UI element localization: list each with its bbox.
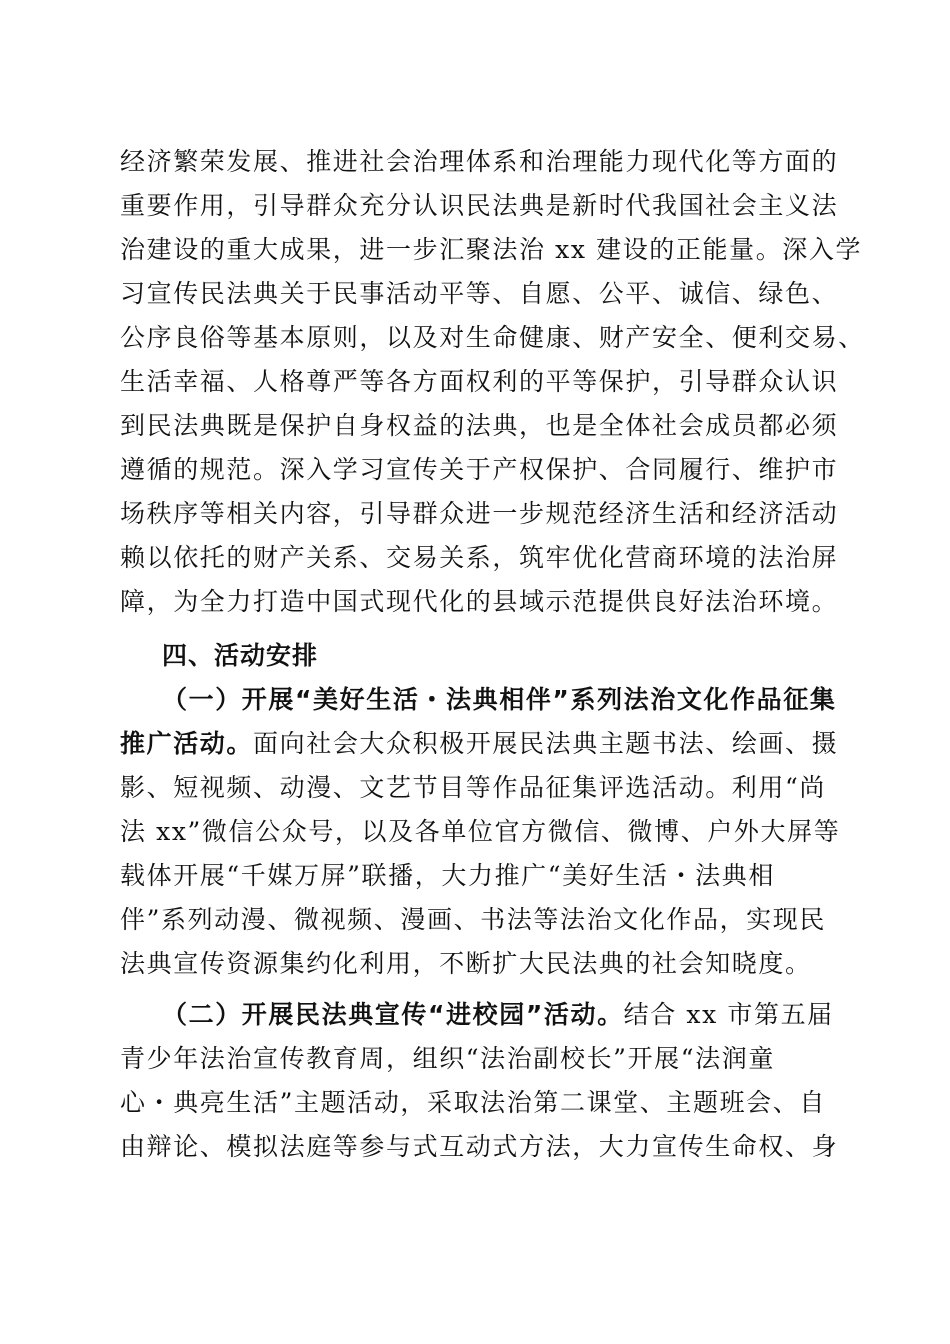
- body-text-line: 法典宣传资源集约化利用，不断扩大民法典的社会知晓度。: [120, 949, 812, 978]
- item-1-lead-continued: 推广活动。: [120, 729, 254, 758]
- item-1-lead: （一）开展“美好生活・法典相伴”系列法治文化作品征集: [162, 685, 837, 714]
- item-2-first-line: [162, 993, 834, 1037]
- body-text-line: 到民法典既是保护自身权益的法典，也是全体社会成员都必须: [120, 411, 839, 440]
- body-text-line: 重要作用，引导群众充分认识民法典是新时代我国社会主义法: [120, 191, 839, 220]
- item-2-text: 结合 xx 市第五届: [623, 1000, 834, 1029]
- body-text-line: 载体开展“千媒万屏”联播，大力推广“美好生活・法典相: [120, 861, 775, 890]
- item-1-second-line: [120, 722, 838, 766]
- body-text-line: 赖以依托的财产关系、交易关系，筑牢优化营商环境的法治屏: [120, 543, 839, 572]
- item-2-lead: （二）开展民法典宣传“进校园”活动。: [162, 1000, 624, 1029]
- body-text-line: 生活幸福、人格尊严等各方面权利的平等保护，引导群众认识: [120, 367, 839, 396]
- body-text-line: 障，为全力打造中国式现代化的县域示范提供良好法治环境。: [120, 587, 839, 616]
- item-1-text: 面向社会大众积极开展民法典主题书法、绘画、摄: [253, 729, 839, 758]
- body-text-line: 法 xx”微信公众号，以及各单位官方微信、微博、户外大屏等: [120, 817, 841, 846]
- body-text-line: 公序良俗等基本原则，以及对生命健康、财产安全、便利交易、: [120, 323, 865, 352]
- body-text-line: 经济繁荣发展、推进社会治理体系和治理能力现代化等方面的: [120, 147, 839, 176]
- body-text-line: 遵循的规范。深入学习宣传关于产权保护、合同履行、维护市: [120, 455, 839, 484]
- section-heading: 四、活动安排: [162, 641, 319, 670]
- body-text-line: 习宣传民法典关于民事活动平等、自愿、公平、诚信、绿色、: [120, 279, 839, 308]
- body-text-line: 心・典亮生活”主题活动，采取法治第二课堂、主题班会、自: [120, 1088, 826, 1117]
- body-text-line: 场秩序等相关内容，引导群众进一步规范经济生活和经济活动: [120, 499, 839, 528]
- body-text-line: 影、短视频、动漫、文艺节目等作品征集评选活动。利用“尚: [120, 773, 826, 802]
- body-text-line: 治建设的重大成果，进一步汇聚法治 xx 建设的正能量。深入学: [120, 235, 863, 264]
- body-text-line: 由辩论、模拟法庭等参与式互动式方法，大力宣传生命权、身: [120, 1132, 839, 1161]
- item-1-first-line: [162, 678, 836, 722]
- body-text-line: 伴”系列动漫、微视频、漫画、书法等法治文化作品，实现民: [120, 905, 826, 934]
- body-text-line: 青少年法治宣传教育周，组织“法治副校长”开展“法润童: [120, 1044, 775, 1073]
